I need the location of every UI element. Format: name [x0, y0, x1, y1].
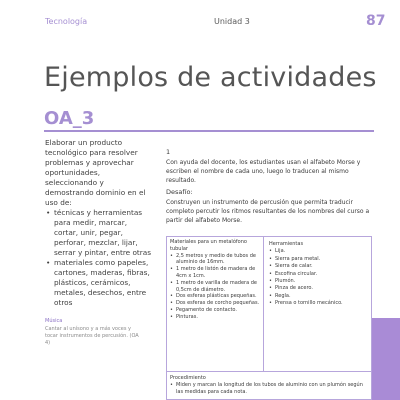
note-text: Cantar al unísono y a más voces y tocar instrumentos de percusión. (OA 4): [45, 326, 139, 346]
objective-item: • técnicas y herramientas para medir, marcar, cortar, unir, pegar, perforar, mezclar, lijar, serrar y pintar, entre otras: [54, 208, 153, 258]
unit-label: Unidad 3: [214, 17, 250, 26]
objective-code: OA_3: [44, 108, 95, 129]
materials-list: [170, 253, 260, 321]
list-item: • Lija.: [275, 248, 369, 255]
list-item: • Pegamento de contacto.: [176, 307, 260, 314]
list-item: • 2,5 metros y medio de tubos de aluminio de 16mm.: [176, 253, 260, 267]
challenge-text: Construyen un instrumento de percusión que permita traducir completo percutir los ritmos resultantes de los nombres del curso a partir del alfabeto Morse.: [166, 199, 370, 224]
list-item: • 1 metro de listón de madera de 4cm x 1cm.: [176, 266, 260, 280]
tools-heading: Herramientas: [269, 241, 304, 247]
list-item: • Regla.: [275, 293, 369, 300]
page-title: Ejemplos de actividades: [44, 62, 377, 93]
subject-label: Tecnología: [45, 17, 88, 26]
page-header: [0, 0, 400, 40]
list-item: • Sierra de calar.: [275, 263, 369, 270]
procedure-heading: Procedimiento: [170, 375, 206, 381]
list-item: • 1 metro de varilla de madera de 0,5cm de diámetro.: [176, 280, 260, 294]
list-item: • Pinza de acero.: [275, 285, 369, 292]
page-number: 87: [366, 13, 386, 29]
tools-list: [269, 248, 369, 307]
activity-intro: Con ayuda del docente, los estudiantes usan el alfabeto Morse y escriben el nombre de cada uno, luego lo traducen al mismo resultado.: [166, 159, 361, 184]
materials-heading: Materiales para un metalófono tubular: [170, 239, 247, 252]
table-divider-horizontal: [167, 371, 371, 372]
procedure-cell: [170, 375, 368, 396]
list-item: • Miden y marcan la longitud de los tubos de aluminio con un plumón según las medidas para cada nota.: [176, 382, 368, 396]
list-item: • Sierra para metal.: [275, 256, 369, 263]
list-item: • Plumón.: [275, 278, 369, 285]
activity-number: 1: [166, 148, 171, 156]
list-item: • Dos esferas de corcho pequeñas.: [176, 300, 260, 307]
objective-list: [45, 208, 153, 308]
challenge-label: Desafío:: [166, 188, 193, 196]
objective-text: [45, 138, 153, 308]
objective-item: • materiales como papeles, cartones, maderas, fibras, plásticos, cerámicos, metales, desechos, entre otros: [54, 258, 153, 308]
objective-lead: Elaborar un producto tecnológico para resolver problemas y aprovechar oportunidades, seleccionando y demostrando dominio en el uso de:: [45, 138, 146, 207]
list-item: • Escofina circular.: [275, 271, 369, 278]
list-item: • Dos esferas plásticas pequeñas.: [176, 293, 260, 300]
tools-cell: [269, 241, 369, 308]
list-item: • Prensa o tornillo mecánico.: [275, 300, 369, 307]
procedure-list: [170, 382, 368, 396]
title-rule: [44, 130, 374, 132]
materials-table: [166, 236, 372, 400]
table-divider-vertical: [263, 237, 264, 371]
list-item: • Pinturas.: [176, 314, 260, 321]
note-label: Música: [45, 318, 63, 324]
side-tab: [372, 318, 400, 400]
materials-cell: [170, 239, 260, 321]
